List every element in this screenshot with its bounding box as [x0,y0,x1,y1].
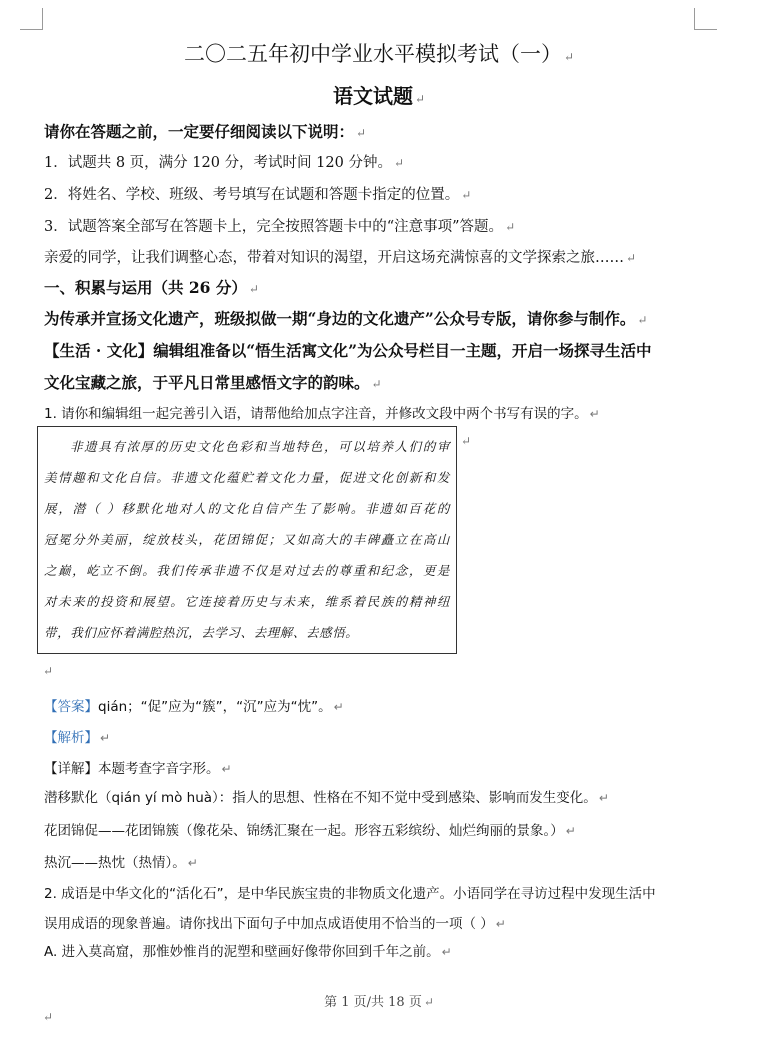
q1-note-1: 潜移默化（qián yí mò huà）：指人的思想、性格在不知不觉中受到感染、影响而发生变化。 ↵ [44,790,609,806]
box-paragraph-mark: ↵ [461,434,472,448]
passage-line: 之巅，屹立不倒。我们传承非遗不仅是对过去的尊重和纪念，更是 [44,563,450,578]
crop-mark-top-right-horizontal [695,29,717,30]
q2-option-a: A. 进入莫高窟，那惟妙惟肖的泥塑和壁画好像带你回到千年之前。 ↵ [44,944,452,960]
passage-line: 带，我们应怀着满腔热沉，去学习、去理解、去感悟。 [44,625,359,640]
passage-line: 展，潜（ ）移默化地对人的文化自信产生了影响。非遗如百花的 [44,501,450,516]
crop-mark-top-right-vertical [694,8,695,30]
instruction-item-2: 2．将姓名、学校、班级、考号填写在试题和答题卡指定的位置。 ↵ [44,187,472,203]
q2-prompt-line2: 误用成语的现象普遍。请你找出下面句子中加点成语使用不恰当的一项（ ） ↵ [44,916,506,932]
passage-line: 美情趣和文化自信。非遗文化蕴贮着文化力量，促进文化创新和发 [44,470,450,485]
instructions-heading: 请你在答题之前，一定要仔细阅读以下说明： ↵ [44,122,367,141]
section1-intro: 为传承并宣扬文化遗产，班级拟做一期“身边的文化遗产”公众号专版，请你参与制作。 ↵ [44,309,648,328]
blank-paragraph-mark: ↵ [43,664,54,678]
passage-line: 对未来的投资和展望。它连接着历史与未来，维系着民族的精神纽 [44,594,450,609]
q1-analysis: 【解析】 ↵ [44,730,111,746]
exam-title: 二〇二五年初中学业水平模拟考试（一） ↵ [183,42,575,66]
q1-note-2: 花团锦促——花团锦簇（像花朵、锦绣汇聚在一起。形容五彩缤纷、灿烂绚丽的景象。） ↵ [44,823,576,839]
q1-prompt: 1. 请你和编辑组一起完善引入语，请帮他给加点字注音，并修改文段中两个书写有误的字。 ↵ [44,406,600,422]
q1-detail: 【详解】本题考查字音字形。 ↵ [44,761,232,777]
passage-line: 冠冕分外美丽，绽放枝头，花团锦促；又如高大的丰碑矗立在高山 [44,532,450,547]
page-footer: 第 1 页/共 18 页 ↵ [324,995,434,1010]
q1-passage-box [37,426,457,654]
column-intro-line2: 文化宝藏之旅，于平凡日常里感悟文字的韵味。 ↵ [44,373,382,392]
crop-mark-top-left-horizontal [20,29,42,30]
subject-title: 语文试题 ↵ [332,84,426,108]
greeting-text: 亲爱的同学，让我们调整心态，带着对知识的渴望，开启这场充满惊喜的文学探索之旅…… ↵ [44,250,637,266]
answer-tag: 【答案】 [44,699,98,715]
footer-paragraph-mark: ↵ [43,1010,54,1024]
q1-note-3: 热沉——热忱（热情）。 ↵ [44,855,198,871]
column-intro-line1: 【生活 · 文化】编辑组准备以“悟生活寓文化”为公众号栏目一主题，开启一场探寻生活中 [44,341,652,360]
section1-heading: 一、积累与运用（共 26 分） ↵ [44,278,259,297]
instruction-item-3: 3．试题答案全部写在答题卡上，完全按照答题卡中的“注意事项”答题。 ↵ [44,219,516,235]
q2-prompt-line1: 2. 成语是中华文化的“活化石”，是中华民族宝贵的非物质文化遗产。小语同学在寻访过程中发现生活中 [44,886,656,902]
analysis-tag: 【解析】 [44,730,98,746]
instruction-item-1: 1．试题共 8 页，满分 120 分，考试时间 120 分钟。 ↵ [44,155,405,171]
crop-mark-top-left-vertical [42,8,43,30]
q1-answer: 【答案】qián；“促”应为“簇”，“沉”应为“忱”。 ↵ [44,699,344,715]
detail-tag: 【详解】 [44,761,98,777]
passage-line: 非遗具有浓厚的历史文化色彩和当地特色，可以培养人们的审 [70,439,450,454]
